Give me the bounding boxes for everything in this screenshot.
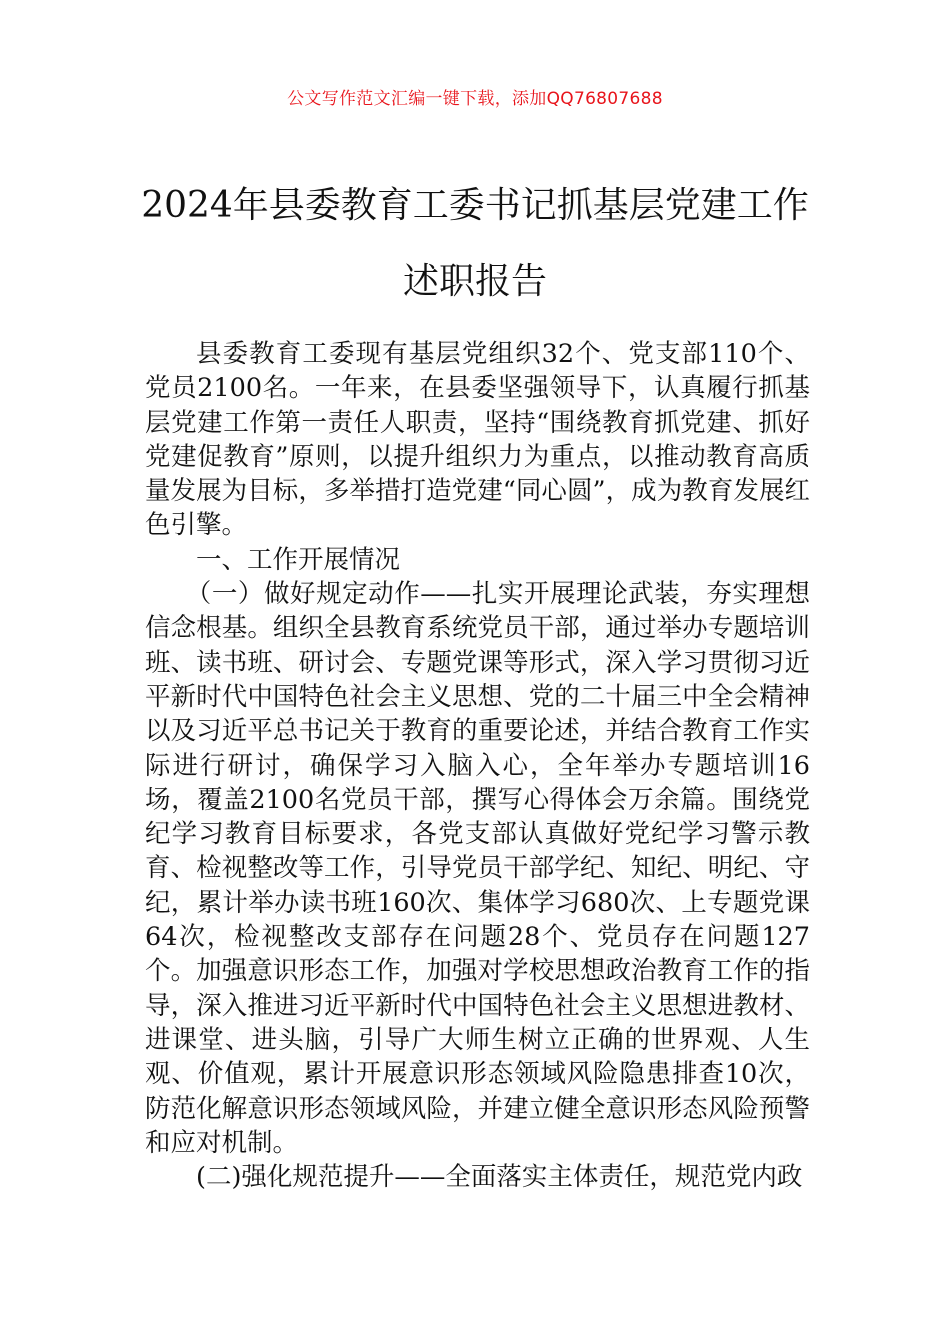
subsection-paragraph-2: (二)强化规范提升——全面落实主体责任，规范党内政: [196, 1162, 803, 1193]
document-body: [145, 337, 810, 1194]
title-line-2: 述职报告: [402, 261, 547, 302]
intro-paragraph: 县委教育工委现有基层党组织32个、党支部110个、党员2100名。一年来，在县委坚强领导下，认真履行抓基层党建工作第一责任人职责，坚持“围绕教育抓党建、抓好党建促教育”原则，以提升组织力为重点，以推动教育高质量发展为目标，多举措打造党建“同心圆”，成为教育发展红色引擎。: [145, 339, 810, 541]
subsection-paragraph-1: （一）做好规定动作——扎实开展理论武装，夯实理想信念根基。组织全县教育系统党员干部，通过举办专题培训班、读书班、研讨会、专题党课等形式，深入学习贯彻习近平新时代中国特色社会主义思想、党的二十届三中全会精神以及习近平总书记关于教育的重要论述，并结合教育工作实际进行研讨，确保学习入脑入心，全年举办专题培训16场，覆盖2100名党员干部，撰写心得体会万余篇。围绕党纪学习教育目标要求，各党支部认真做好党纪学习警示教育、检视整改等工作，引导党员干部学纪、知纪、明纪、守纪，累计举办读书班160次、集体学习680次、上专题党课64次，检视整改支部存在问题28个、党员存在问题127个。加强意识形态工作，加强对学校思想政治教育工作的指导，深入推进习近平新时代中国特色社会主义思想进教材、进课堂、进头脑，引导广大师生树立正确的世界观、人生观、价值观，累计开展意识形态领域风险隐患排查10次，防范化解意识形态领域风险，并建立健全意识形态风险预警和应对机制。: [145, 579, 810, 1158]
title-line-1: 2024年县委教育工委书记抓基层党建工作: [141, 185, 809, 226]
section-heading: 一、工作开展情况: [196, 544, 401, 575]
document-title: [100, 168, 850, 320]
watermark-banner: 公文写作范文汇编一键下载，添加QQ76807688: [287, 89, 663, 109]
